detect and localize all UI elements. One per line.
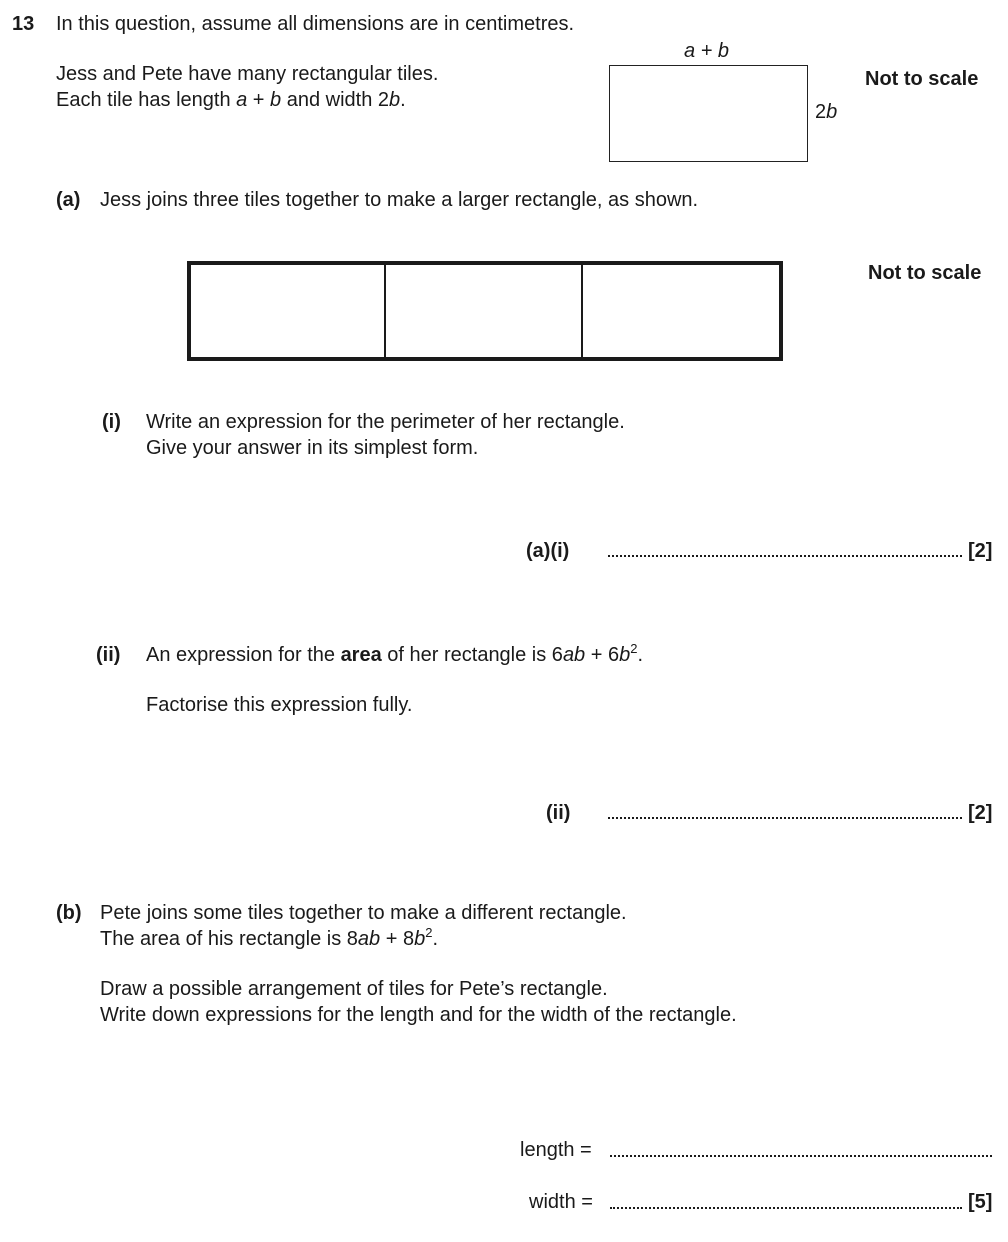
question-line-1: Jess and Pete have many rectangular tiles. xyxy=(56,63,439,85)
scale-note-2: Not to scale xyxy=(868,262,982,284)
length-label: length = xyxy=(520,1139,592,1161)
tile-divider xyxy=(384,265,386,357)
part-b-line-4: Write down expressions for the length and for the width of the rectangle. xyxy=(100,1004,737,1026)
question-intro: In this question, assume all dimensions are in centimetres. xyxy=(56,13,575,35)
width-label: width = xyxy=(529,1191,593,1213)
marks-a-i: [2] xyxy=(968,540,993,562)
scale-note-1: Not to scale xyxy=(865,68,979,90)
answer-line-a-ii[interactable] xyxy=(608,817,962,819)
single-tile-rectangle xyxy=(609,65,808,162)
answer-label-a-ii: (ii) xyxy=(546,802,571,824)
part-b-line-3: Draw a possible arrangement of tiles for Pete’s rectangle. xyxy=(100,978,608,1000)
part-b-line-1: Pete joins some tiles together to make a different rectangle. xyxy=(100,902,627,924)
part-a-ii-text: An expression for the area of her rectangle is $6ab + 6b^2$. xyxy=(146,641,644,666)
tile-divider xyxy=(581,265,583,357)
answer-label-a-i: (a)(i) xyxy=(526,540,570,562)
width-answer-line[interactable] xyxy=(610,1207,962,1209)
part-b-label: (b) xyxy=(56,902,82,924)
part-a-i-label: (i) xyxy=(102,411,121,433)
part-a-ii-label: (ii) xyxy=(96,644,121,666)
three-tile-rectangle xyxy=(187,261,783,361)
marks-b: [5] xyxy=(968,1191,993,1213)
question-line-2: Each tile has length a + b and width 2b. xyxy=(56,89,406,111)
tile-width-label: 2b xyxy=(815,101,838,123)
question-number: 13 xyxy=(12,13,35,35)
part-a-label: (a) xyxy=(56,189,81,211)
tile-length-label: a + b xyxy=(684,40,730,62)
length-answer-line[interactable] xyxy=(610,1155,992,1157)
part-a-ii-line-2: Factorise this expression fully. xyxy=(146,694,413,716)
part-b-line-2: The area of his rectangle is $8ab + 8b^2$. xyxy=(100,925,439,950)
part-a-text: Jess joins three tiles together to make a larger rectangle, as shown. xyxy=(100,189,699,211)
part-a-i-line-1: Write an expression for the perimeter of her rectangle. xyxy=(146,411,625,433)
marks-a-ii: [2] xyxy=(968,802,993,824)
part-a-i-line-2: Give your answer in its simplest form. xyxy=(146,437,479,459)
answer-line-a-i[interactable] xyxy=(608,555,962,557)
